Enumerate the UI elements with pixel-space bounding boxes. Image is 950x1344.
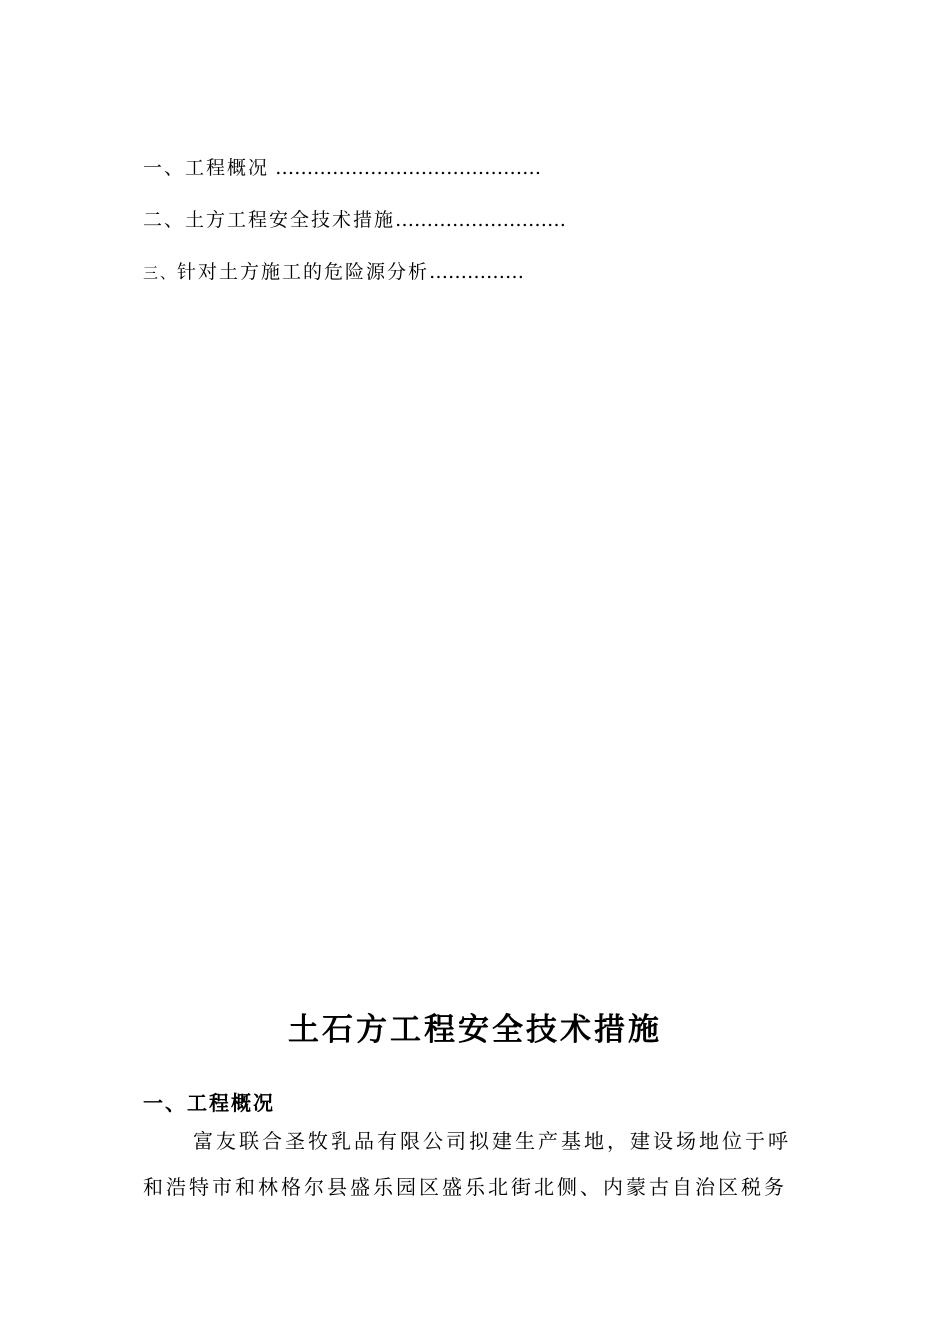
toc-leader-dots: ………………………	[395, 209, 567, 231]
toc-item-number: 一、	[143, 157, 186, 179]
paragraph-line: 和浩特市和林格尔县盛乐园区盛乐北街北侧、内蒙古自治区税务	[143, 1175, 787, 1199]
toc-item-label: 针对土方施工的危险源分析	[177, 261, 430, 283]
document-title: 土石方工程安全技术措施	[288, 1012, 662, 1048]
toc-item-hazard-analysis[interactable]	[143, 260, 524, 285]
toc-item-safety-measures[interactable]	[143, 208, 566, 232]
toc-item-number: 二、	[143, 209, 186, 231]
toc-leader-dots: ……………………………………	[269, 157, 542, 179]
toc-item-overview[interactable]	[143, 156, 541, 180]
toc-item-number: 三、	[143, 264, 178, 282]
toc-leader-dots: ……………	[429, 261, 525, 283]
toc-item-label: 工程概况	[185, 157, 270, 179]
toc-item-label: 土方工程安全技术措施	[185, 209, 396, 231]
section-heading-overview: 一、工程概况	[143, 1091, 275, 1115]
paragraph-line: 富友联合圣牧乳品有限公司拟建生产基地，建设场地位于呼	[193, 1129, 791, 1153]
